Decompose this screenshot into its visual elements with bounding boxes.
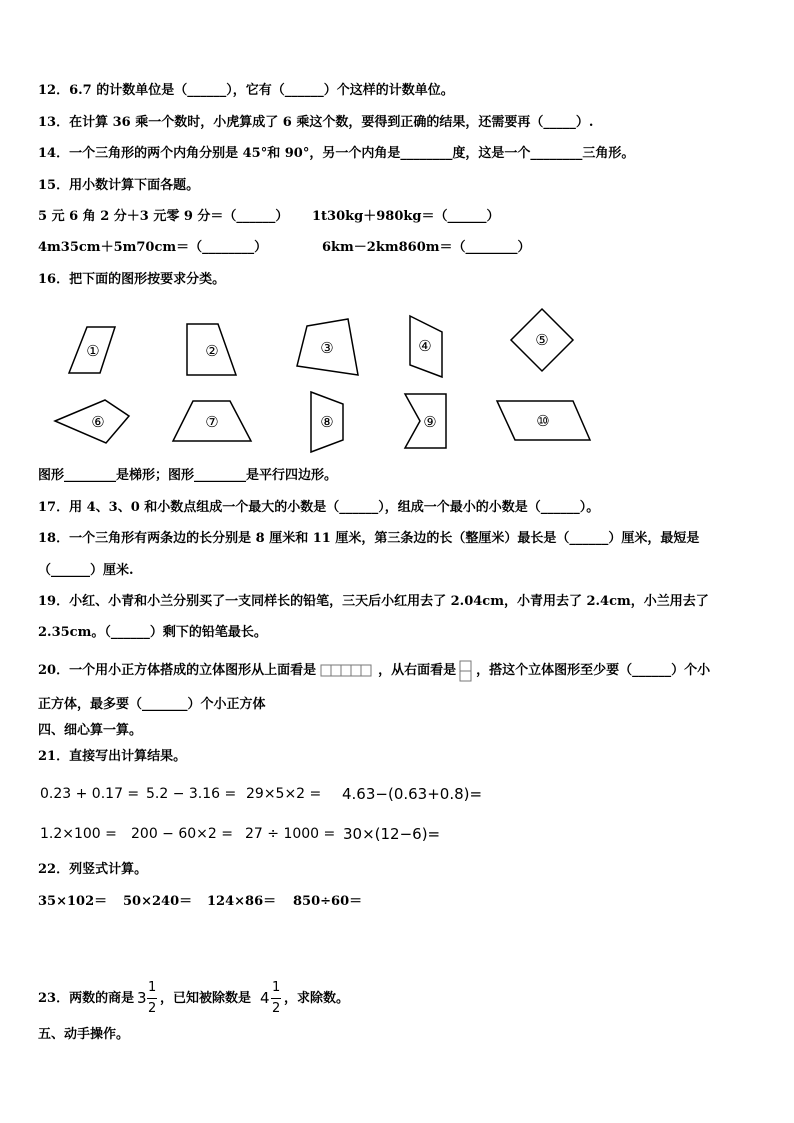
shape-label: ⑧: [320, 413, 334, 431]
question-18-line1: 18．一个三角形有两条边的长分别是 8 厘米和 11 厘米，第三条边的长（整厘米）最长是（______）厘米，最短是: [38, 531, 700, 546]
question-12: 12．6.7 的计数单位是（______），它有（______）个这样的计数单位。: [38, 83, 454, 98]
shape-label: ⑤: [535, 331, 549, 349]
question-13: 13．在计算 36 乘一个数时，小虎算成了 6 乘这个数，要得到正确的结果，还需要再（_____）.: [38, 115, 594, 130]
fraction-2-num: 1: [272, 980, 281, 995]
question-20-line2: 正方体，最多要（_______）个小正方体: [38, 697, 266, 712]
calc-item: 200 − 60×2 =: [131, 826, 233, 842]
calc-item: 1.2×100 =: [40, 826, 117, 842]
question-19-line1: 19．小红、小青和小兰分别买了一支同样长的铅笔，三天后小红用去了 2.04cm，小青用去了 2.4cm，小兰用去了: [38, 594, 709, 609]
q20-text-2: ，从右面看是: [378, 663, 457, 678]
question-15d: 6km－2km860m＝（________）: [322, 240, 531, 255]
section-4-heading: 四、细心算一算。: [38, 723, 143, 738]
question-14: 14．一个三角形的两个内角分别是 45°和 90°，另一个内角是________度，这是一个________三角形。: [38, 146, 635, 161]
fraction-2-den: 2: [272, 1001, 281, 1016]
question-21: 21．直接写出计算结果。: [38, 749, 187, 764]
calc-item: 0.23 + 0.17 =: [40, 786, 140, 802]
shape-label: ④: [418, 337, 432, 355]
question-15c: 4m35cm＋5m70cm＝（________）: [38, 240, 268, 255]
q23-text-3: ，求除数。: [284, 991, 350, 1006]
question-16: 16．把下面的图形按要求分类。: [38, 272, 226, 287]
shapes-figure: [0, 300, 794, 460]
shape-label: ②: [205, 342, 219, 360]
shape-label: ⑨: [423, 413, 437, 431]
section-5-heading: 五、动手操作。: [38, 1027, 130, 1042]
question-15a: 5 元 6 角 2 分＋3 元零 9 分＝（______）: [38, 209, 289, 224]
fraction-1-whole: 3: [137, 989, 147, 1007]
question-17: 17．用 4、3、0 和小数点组成一个最大的小数是（______），组成一个最小的小数是（______）。: [38, 500, 600, 515]
q20-text-1: 20．一个用小正方体搭成的立体图形从上面看是: [38, 663, 317, 678]
question-15b: 1t30kg＋980kg＝（______）: [312, 209, 500, 224]
calc-item: 30×(12−6)=: [343, 825, 441, 843]
shape-label: ①: [86, 342, 100, 360]
calc-item: 27 ÷ 1000 =: [245, 826, 336, 842]
calc-item: 5.2 − 3.16 =: [146, 786, 237, 802]
shape-label: ③: [320, 339, 334, 357]
calc-item: 29×5×2 =: [246, 786, 322, 802]
vertical-calc: 850÷60＝: [293, 894, 363, 909]
question-22: 22．列竖式计算。: [38, 862, 148, 877]
calc-item: 4.63−(0.63+0.8)=: [342, 785, 483, 803]
question-16-answer: 图形________是梯形；图形________是平行四边形。: [38, 468, 338, 483]
question-15: 15．用小数计算下面各题。: [38, 178, 200, 193]
fraction-2-whole: 4: [260, 989, 270, 1007]
vertical-calc: 50×240＝: [123, 894, 193, 909]
fraction-1-den: 2: [148, 1001, 157, 1016]
fraction-2-bar: [271, 998, 281, 999]
shape-label: ⑩: [536, 412, 550, 430]
question-18-line2: （______）厘米.: [38, 563, 134, 578]
question-20-line1: [38, 660, 710, 682]
top-view-figure: [320, 663, 374, 679]
shape-label: ⑥: [91, 413, 105, 431]
question-19-line2: 2.35cm。（______）剩下的铅笔最长。: [38, 625, 267, 640]
vertical-calc: 124×86＝: [207, 894, 277, 909]
vertical-calc: 35×102＝: [38, 894, 108, 909]
q23-text-2: ，已知被除数是: [160, 991, 252, 1006]
right-view-figure: [459, 660, 473, 682]
q23-text-1: 23．两数的商是: [38, 991, 135, 1006]
q20-text-3: ，搭这个立体图形至少要（______）个小: [476, 663, 711, 678]
fraction-1-bar: [147, 998, 157, 999]
fraction-1-num: 1: [148, 980, 157, 995]
shape-label: ⑦: [205, 413, 219, 431]
